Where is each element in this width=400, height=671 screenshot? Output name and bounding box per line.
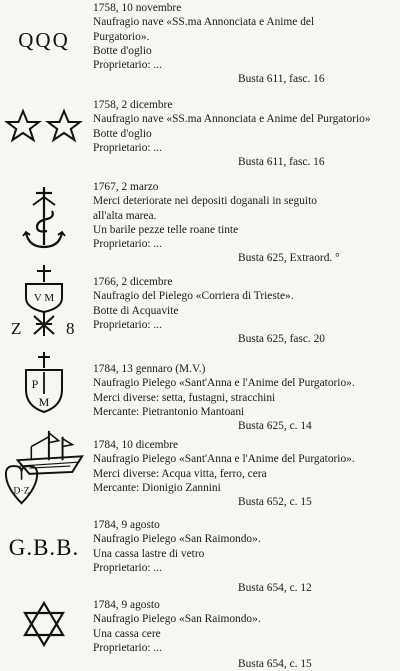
entry-line: Proprietario: ...	[93, 561, 162, 574]
entry-line: Merci diverse: Acqua vitta, ferro, cera	[93, 467, 267, 480]
gbb-mark-icon: G.B.B.	[8, 535, 80, 560]
ship-heart-dz-icon	[2, 426, 86, 512]
entry-text	[93, 598, 398, 671]
entry-line: Naufragio Pielego «San Raimondo».	[93, 533, 261, 546]
entry-line: Merci deteriorate nei depositi doganali in seguito	[93, 195, 317, 208]
star-of-david-icon	[2, 600, 86, 648]
entry-line: Naufragio nave «SS.ma Annonciata e Anime del Purgatorio»	[93, 113, 371, 126]
entry-line: Naufragio del Pielego «Corriera di Trieste».	[93, 290, 294, 303]
entry-line: Proprietario: ...	[93, 641, 162, 654]
entry-line: Naufragio nave «SS.ma Annonciata e Anime del	[93, 16, 315, 29]
shield-letter-p: P	[31, 377, 39, 391]
entry-date: 1784, 10 dicembre	[93, 439, 179, 451]
entry-date: 1784, 9 agosto	[93, 599, 160, 611]
heart-initials: D·Z	[13, 485, 30, 497]
shield-vim-z8-icon	[2, 262, 86, 338]
shield-initials: V M	[33, 292, 55, 304]
entry-line: Un barile pezze telle roane tinte	[93, 223, 239, 236]
entry-line: Botte d'oglio	[93, 44, 152, 57]
entry-reference: Busta 654, c. 15	[238, 658, 312, 671]
two-stars-icon	[2, 106, 86, 146]
entry-line: Naufragio Pielego «Sant'Anna e l'Anime del Purgatorio».	[93, 453, 355, 466]
entry-date: 1766, 2 dicembre	[93, 276, 173, 288]
entry-line: Naufragio Pielego «Sant'Anna e l'Anime del Purgatorio».	[93, 377, 355, 390]
entry-line: Mercante: Dionigio Zannini	[93, 481, 221, 494]
cross-shield-pm-icon	[2, 350, 86, 416]
qqq-mark-icon: QQQ	[18, 27, 70, 52]
entry-line: Botte di Acquavite	[93, 304, 179, 317]
entry-reference: Busta 654, c. 12	[238, 582, 312, 595]
entry-line: Proprietario: ...	[93, 59, 162, 72]
entry-date: 1784, 9 agosto	[93, 519, 160, 531]
mark-letter-right: 8	[66, 319, 75, 338]
entry-text	[93, 362, 398, 433]
entry-reference: Busta 625, Extraord. °	[238, 252, 340, 265]
entry-reference: Busta 625, fasc. 20	[238, 333, 325, 346]
mark-letter-left: Z	[11, 319, 22, 338]
entry-date: 1784, 13 gennaro (M.V.)	[93, 363, 206, 375]
entry-reference: Busta 611, fasc. 16	[238, 73, 325, 86]
entry-line: Merci diverse: setta, fustagni, stracchini	[93, 391, 276, 404]
entry-date: 1758, 10 novembre	[93, 2, 182, 14]
entry-line: Mercante: Pietrantonio Mantoani	[93, 405, 245, 418]
entry-reference: Busta 625, c. 14	[238, 420, 312, 433]
entry-text	[93, 518, 398, 595]
entry-reference: Busta 652, c. 15	[238, 496, 312, 509]
entry-line: all'alta marea.	[93, 209, 157, 222]
entry-reference: Busta 611, fasc. 16	[238, 156, 325, 169]
entry-line: Naufragio Pielego «San Raimondo».	[93, 613, 261, 626]
entry-text	[93, 1, 398, 87]
entry-line: Purgatorio».	[93, 30, 150, 43]
entry-date: 1767, 2 marzo	[93, 181, 159, 193]
entry-line: Proprietario: ...	[93, 141, 162, 154]
entry-line: Una cassa cere	[93, 627, 161, 640]
entry-line: Proprietario: ...	[93, 318, 162, 331]
entry-text	[93, 98, 398, 169]
entry-text	[93, 180, 398, 266]
entry-line: Una cassa lastre di vetro	[93, 547, 205, 560]
entry-date: 1758, 2 dicembre	[93, 99, 173, 111]
shield-letter-m: M	[38, 395, 50, 409]
entry-text	[93, 275, 398, 346]
anchor-cross-icon	[2, 182, 86, 254]
entry-line: Botte d'oglio	[93, 127, 152, 140]
entry-text	[93, 438, 398, 509]
entry-line: Proprietario: ...	[93, 238, 162, 251]
